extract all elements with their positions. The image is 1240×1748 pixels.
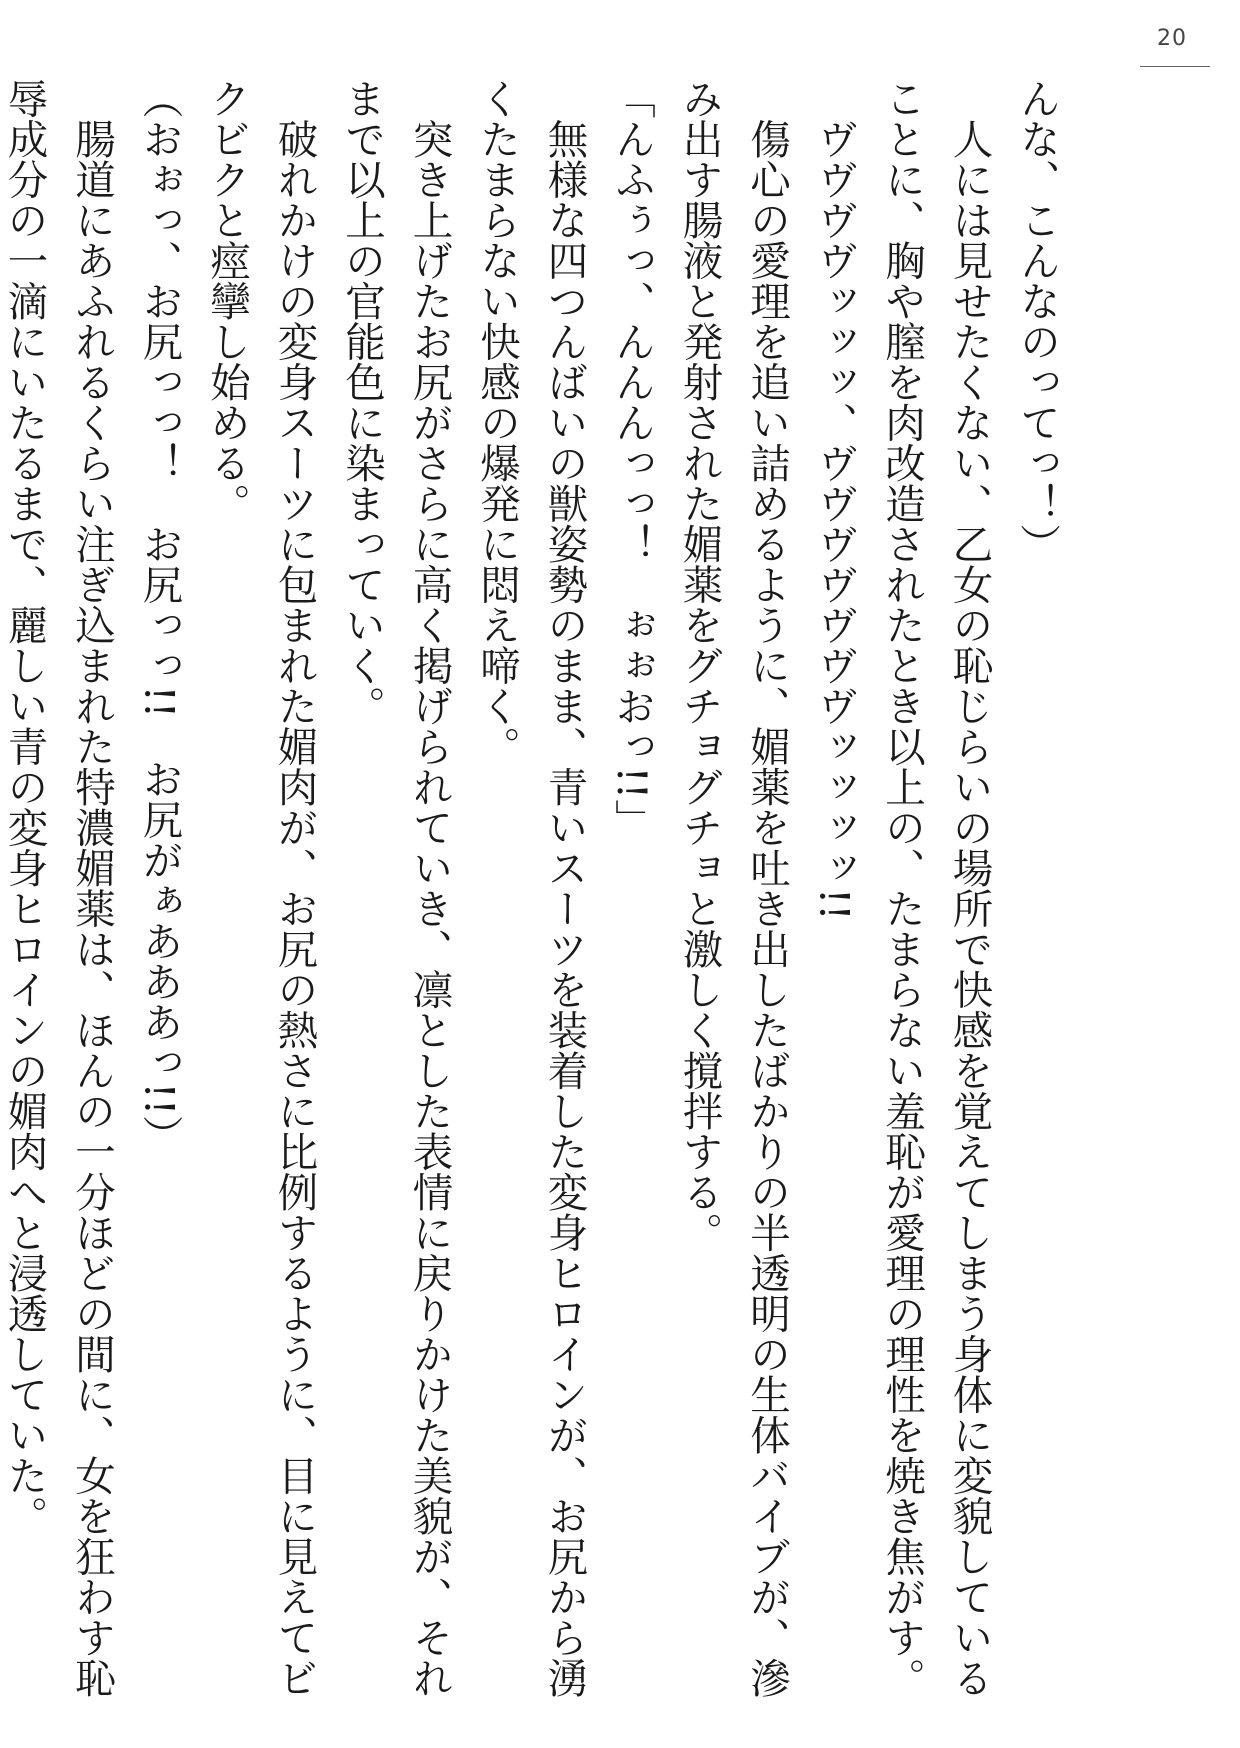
text-line: み出す腸液と発射された媚薬をグチョグチョと激しく撹拌する。 [675,78,724,1253]
text-line: 人には見せたくない、乙女の恥じらいの場所で快感を覚えてしまう身体に変貌している [945,78,994,1698]
text-line: （おぉっ、お尻っっ！ お尻っっ!! お尻がぁあああっ!!） [135,78,184,1156]
text-line: クビクと痙攣し始める。 [203,78,251,524]
text-line: 辱成分の一滴にいたるまで、麗しい青の変身ヒロインの媚肉へと浸透していた。 [0,78,49,1536]
text-line: ヴヴヴヴッッッ、ヴヴヴヴヴヴヴッッッッ!! [810,78,859,921]
text-line: 腸道にあふれるくらい注ぎ込まれた特濃媚薬は、ほんの一分ほどの間に、女を狂わす恥 [68,78,116,1698]
text-line: ことに、胸や膣を肉改造されたとき以上の、たまらない羞恥が愛理の理性を焼き焦がす。 [878,78,926,1698]
text-line: 破れかけの変身スーツに包まれた媚肉が、お尻の熱さに比例するように、目に見えてビ [270,78,319,1698]
text-line: 「んふぅっ、んんんっっ！ ぉぉおっ!!」 [608,78,656,840]
body-text [0,78,1070,1698]
text-line: 無様な四つんばいの獣姿勢のまま、青いスーツを装着した変身ヒロインが、お尻から湧 [540,78,589,1698]
page-number-rule [1140,66,1210,67]
text-line: んな、こんなのってっ！） [1013,78,1061,564]
text-line: まで以上の官能色に染まっていく。 [338,78,386,726]
page-number: 20 [1157,26,1187,51]
text-line: 傷心の愛理を追い詰めるように、媚薬を吐き出したばかりの半透明の生体バイブが、滲 [743,78,791,1698]
text-line: 突き上げたお尻がさらに高く掲げられていき、凛とした表情に戻りかけた美貌が、それ [405,78,454,1698]
text-line: くたまらない快感の爆発に悶え啼く。 [473,78,521,767]
